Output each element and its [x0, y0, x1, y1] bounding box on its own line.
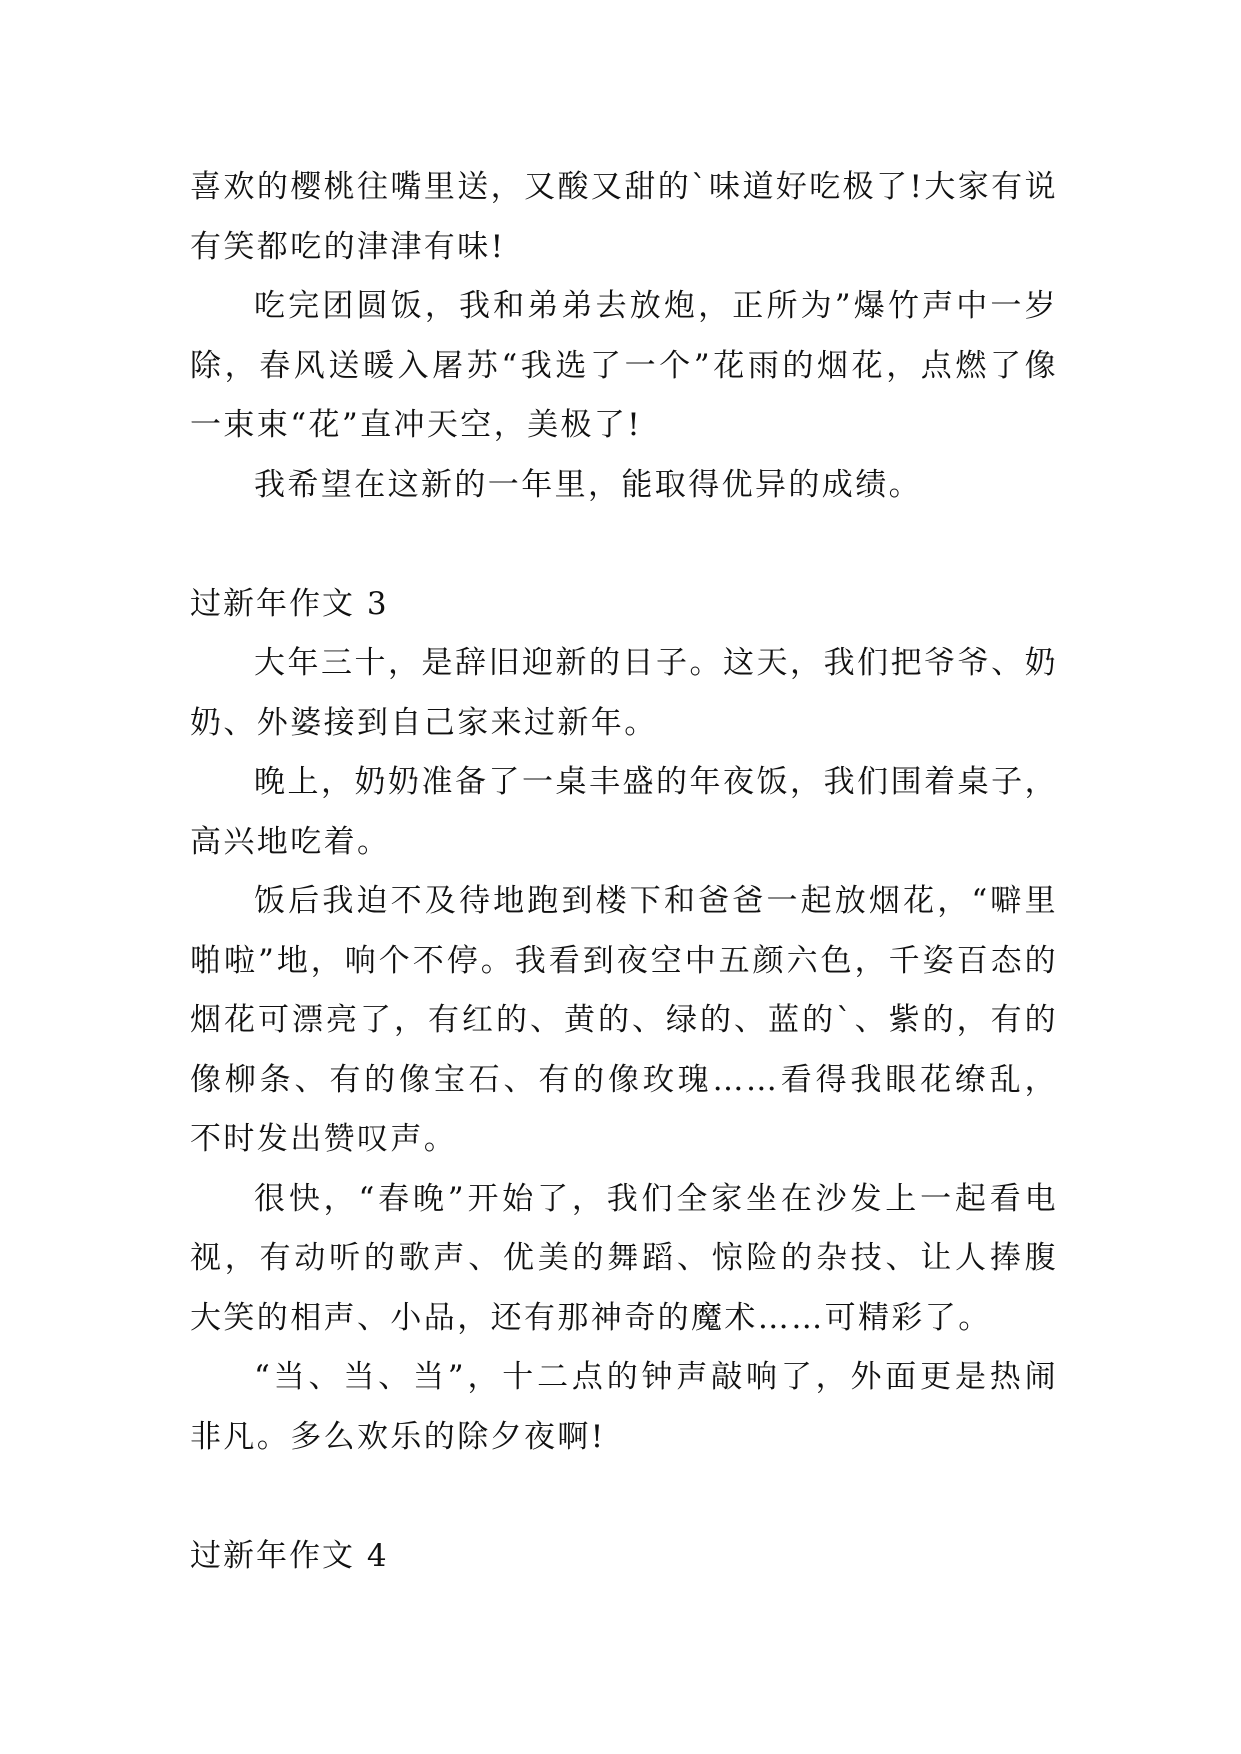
section3-paragraph-5: “当、当、当”，十二点的钟声敲响了，外面更是热闹非凡。多么欢乐的除夕夜啊!	[190, 1359, 1058, 1455]
section-title-3: 过新年作文 3	[190, 585, 389, 622]
section3-paragraph-4: 很快，“春晚”开始了，我们全家坐在沙发上一起看电视，有动听的歌声、优美的舞蹈、惊险的杂技、让人捧腹大笑的相声、小品，还有那神奇的魔术……可精彩了。	[190, 1180, 1058, 1336]
section3-paragraph-1: 大年三十，是辞旧迎新的日子。这天，我们把爷爷、奶奶、外婆接到自己家来过新年。	[190, 645, 1058, 741]
paragraph-new-year-wish: 我希望在这新的一年里，能取得优异的成绩。	[254, 466, 922, 503]
continued-paragraph: 喜欢的樱桃往嘴里送，又酸又甜的`味道好吃极了!大家有说有笑都吃的津津有味!	[190, 169, 1058, 265]
section-title-4: 过新年作文 4	[190, 1537, 389, 1574]
section3-paragraph-2: 晚上，奶奶准备了一桌丰盛的年夜饭，我们围着桌子，高兴地吃着。	[190, 764, 1058, 860]
document-body	[190, 158, 1058, 1586]
section3-paragraph-3: 饭后我迫不及待地跑到楼下和爸爸一起放烟花，“噼里啪啦”地，响个不停。我看到夜空中五颜六色，千姿百态的烟花可漂亮了，有红的、黄的、绿的、蓝的`、紫的，有的像柳条、有的像宝石、有的像玫瑰……看得我眼花缭乱，不时发出赞叹声。	[190, 883, 1058, 1157]
paragraph-firecrackers: 吃完团圆饭，我和弟弟去放炮，正所为”爆竹声中一岁除，春风送暖入屠苏“我选了一个”花雨的烟花，点燃了像一束束“花”直冲天空，美极了!	[190, 288, 1058, 443]
section-spacer	[190, 1467, 1058, 1527]
section-spacer	[190, 515, 1058, 575]
